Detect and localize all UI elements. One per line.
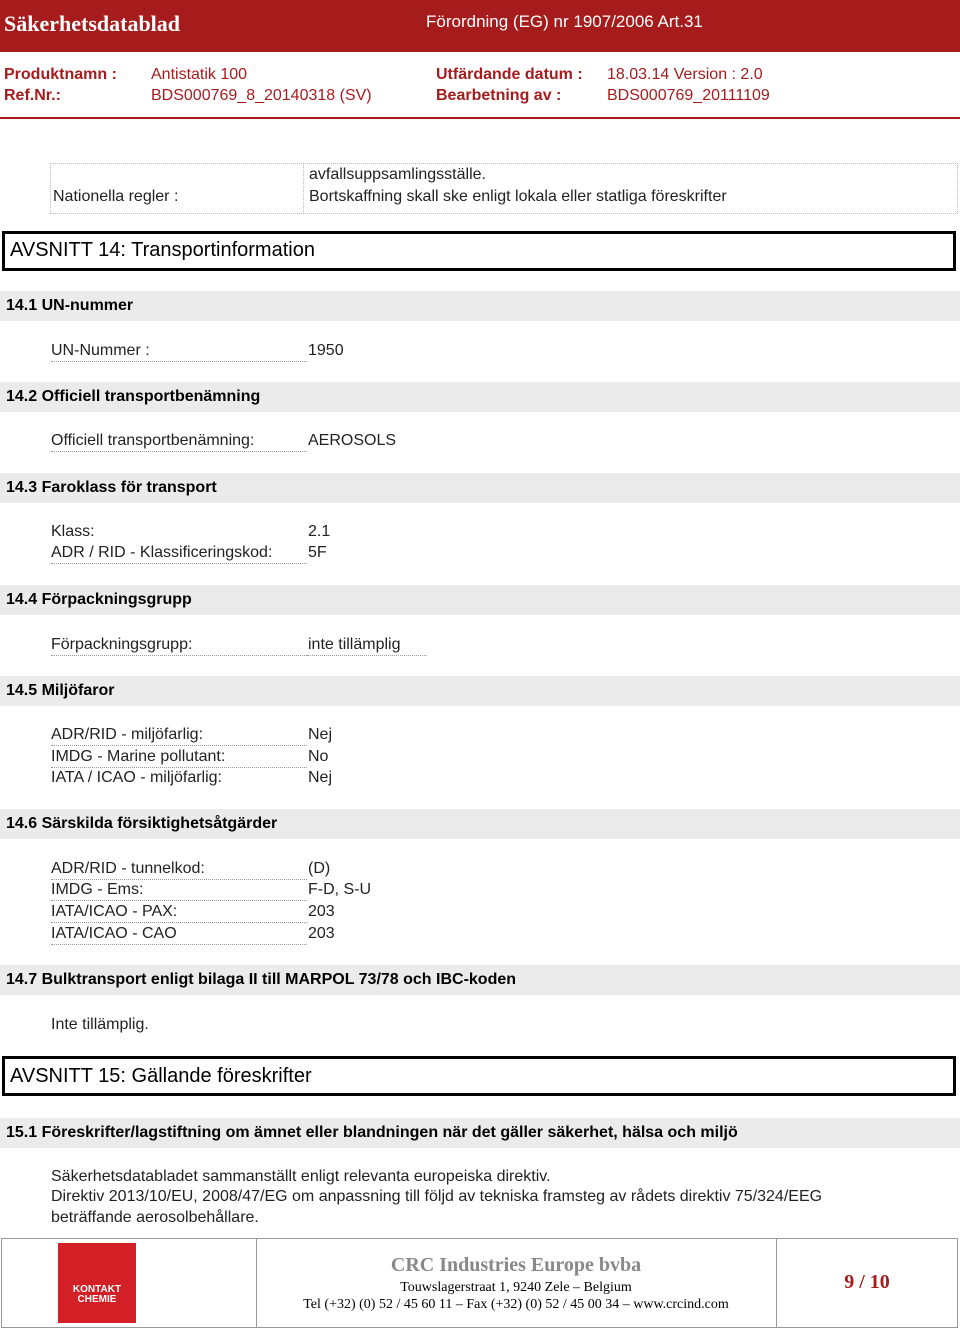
label-underline [51,922,307,923]
label-underline [51,944,307,945]
classification-code-value: 5F [308,544,327,561]
company-address: Touwslagerstraat 1, 9240 Zele – Belgium [400,1280,632,1295]
subsection-14-5-bar [0,676,960,706]
subsection-15-1-title: 15.1 Föreskrifter/lagstiftning om ämnet eller blandningen när det gäller säkerhet, hälsa och miljö [6,1124,738,1141]
subsection-14-1-title: 14.1 UN-nummer [6,297,134,314]
label-underline [51,361,307,362]
page-number: 9 / 10 [844,1271,890,1293]
imdg-pollutant-label: IMDG - Marine pollutant: [51,748,226,765]
imdg-pollutant-value: No [308,748,329,765]
subsection-14-6-title: 14.6 Särskilda försiktighetsåtgärder [6,815,278,832]
national-regulations-label: Nationella regler : [53,188,179,205]
logo-line-1: KONTAKT [72,1284,122,1295]
regulations-line-2: Direktiv 2013/10/EU, 2008/47/EG om anpassning till följd av tekniska framsteg av rådets direktiv 75/324/EEG [51,1188,823,1205]
logo-text [58,1285,136,1305]
tunnel-code-value: (D) [308,860,331,877]
iata-icao-environment-label: IATA / ICAO - miljöfarlig: [51,769,222,786]
iata-cao-label: IATA/ICAO - CAO [51,925,177,942]
packing-group-value: inte tillämplig [308,636,401,653]
shipping-name-label: Officiell transportbenämning: [51,432,255,449]
imdg-ems-value: F-D, S-U [308,881,372,898]
label-underline [51,900,307,901]
class-label: Klass: [51,523,95,540]
ref-number-label: Ref.Nr.: [4,87,61,104]
document-title: Säkerhetsdatablad [4,11,181,36]
section-15-title: AVSNITT 15: Gällande föreskrifter [10,1065,312,1087]
iata-pax-label: IATA/ICAO - PAX: [51,903,178,920]
label-underline [51,879,307,880]
regulations-line-1: Säkerhetsdatabladet sammanställt enligt relevanta europeiska direktiv. [51,1168,551,1185]
regulation-text: Förordning (EG) nr 1907/2006 Art.31 [426,12,703,31]
bulk-transport-text: Inte tillämplig. [51,1016,149,1033]
subsection-14-7-title: 14.7 Bulktransport enligt bilaga II till MARPOL 73/78 och IBC-koden [6,971,517,988]
label-underline [51,451,307,452]
header-divider [0,117,960,119]
iata-pax-value: 203 [308,903,335,920]
table-divider [303,163,305,214]
national-regulations-line2: Bortskaffning skall ske enligt lokala eller statliga föreskrifter [309,188,727,205]
subsection-14-3-title: 14.3 Faroklass för transport [6,479,217,496]
adr-rid-environment-label: ADR/RID - miljöfarlig: [51,726,204,743]
logo-line-2: CHEMIE [77,1294,117,1305]
class-value: 2.1 [308,523,331,540]
label-underline [51,563,307,564]
section-14-title: AVSNITT 14: Transportinformation [10,239,315,261]
un-number-value: 1950 [308,342,344,359]
classification-code-label: ADR / RID - Klassificeringskod: [51,544,273,561]
product-name-label: Produktnamn : [4,66,117,83]
edited-by-label: Bearbetning av : [436,87,562,104]
adr-rid-environment-value: Nej [308,726,333,743]
iata-cao-value: 203 [308,925,335,942]
subsection-14-5-title: 14.5 Miljöfaror [6,682,115,699]
imdg-ems-label: IMDG - Ems: [51,881,144,898]
kontakt-chemie-logo [58,1243,136,1323]
company-contact: Tel (+32) (0) 52 / 45 60 11 – Fax (+32) (0) 52 / 45 00 34 – www.crcind.com [303,1297,729,1312]
subsection-14-1-bar [0,291,960,321]
un-number-label: UN-Nummer : [51,342,150,359]
company-name: CRC Industries Europe bvba [390,1254,642,1276]
national-regulations-line1: avfallsuppsamlingsställe. [309,166,486,183]
issue-date-label: Utfärdande datum : [436,66,583,83]
subsection-14-4-title: 14.4 Förpackningsgrupp [6,591,192,608]
iata-icao-environment-value: Nej [308,769,333,786]
issue-date-value: 18.03.14 Version : 2.0 [607,66,763,83]
edited-by-value: BDS000769_20111109 [607,87,770,104]
regulations-line-3: beträffande aerosolbehållare. [51,1209,259,1226]
packing-group-label: Förpackningsgrupp: [51,636,193,653]
value-underline [307,655,427,656]
label-underline [51,767,307,768]
ref-number-value: BDS000769_8_20140318 (SV) [151,87,372,104]
tunnel-code-label: ADR/RID - tunnelkod: [51,860,205,877]
product-name-value: Antistatik 100 [151,66,248,83]
shipping-name-value: AEROSOLS [308,432,397,449]
label-underline [51,655,307,656]
subsection-14-2-title: 14.2 Officiell transportbenämning [6,388,261,405]
label-underline [51,745,307,746]
